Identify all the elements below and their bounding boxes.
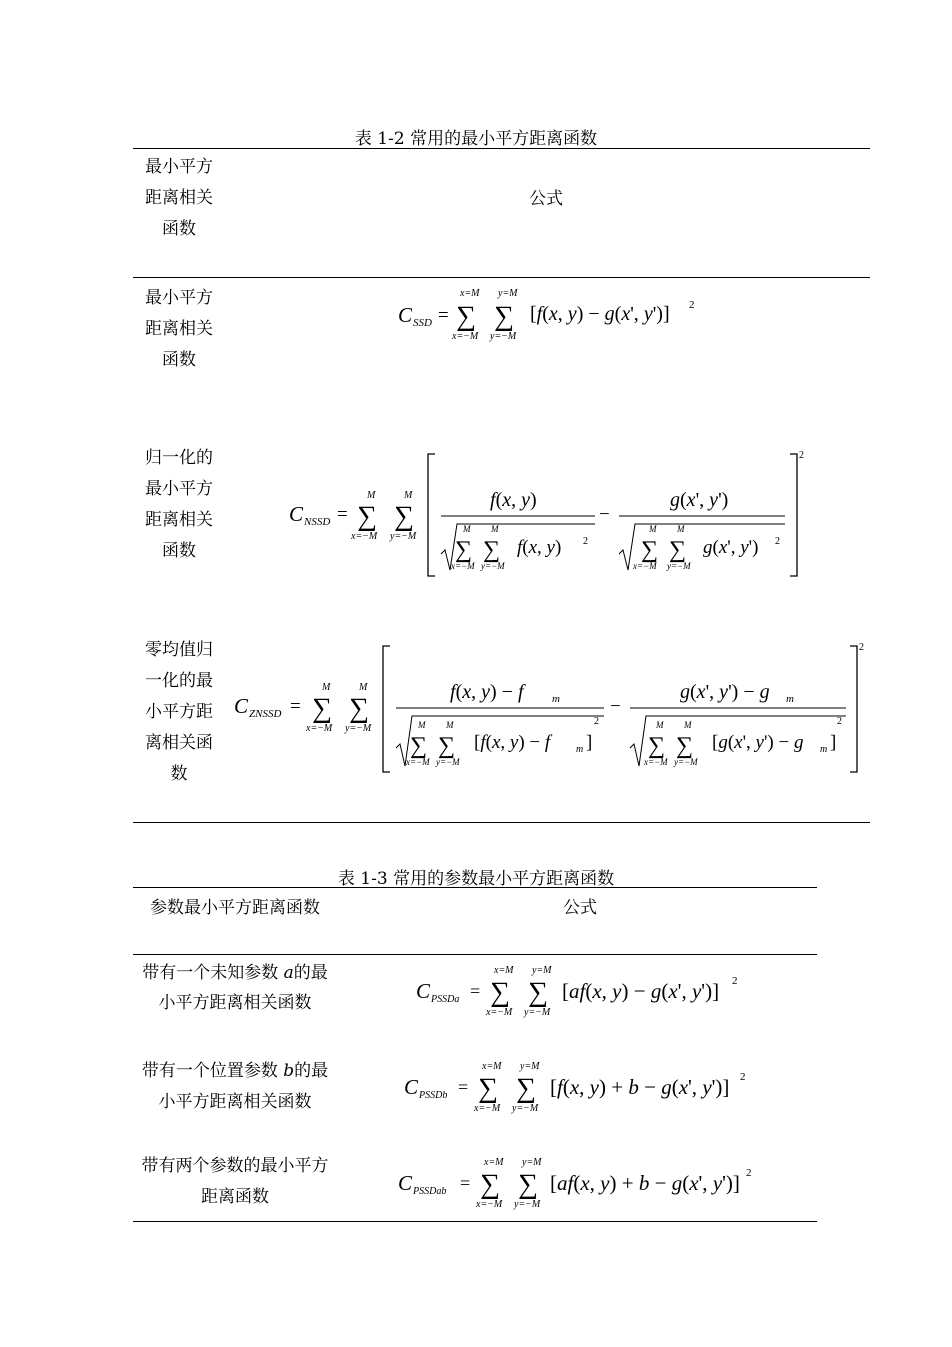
svg-text:M: M (491, 524, 499, 534)
svg-text:M: M (649, 524, 657, 534)
svg-text:x=M: x=M (460, 288, 480, 299)
svg-text:∑: ∑ (648, 733, 666, 759)
svg-text:x=M: x=M (484, 1157, 504, 1168)
svg-text:∑: ∑ (456, 301, 476, 332)
table-1-2-header-col2: 公式 (529, 189, 563, 209)
svg-text:x=−M: x=−M (351, 531, 378, 542)
table-1-3-row-pssdb-label (140, 1056, 330, 1118)
svg-text:∑: ∑ (349, 693, 369, 724)
svg-text:[f(x, y) − g(x', y')]: [f(x, y) − g(x', y')] (530, 303, 670, 325)
svg-text:m: m (786, 693, 794, 705)
table-1-3-header-col2: 公式 (563, 898, 597, 918)
row-pssdb-var: b (283, 1061, 295, 1081)
svg-text:x=−M: x=−M (486, 1007, 513, 1018)
svg-text:M: M (404, 490, 413, 501)
table-1-2-top-rule (133, 148, 870, 149)
svg-text:∑: ∑ (518, 1169, 538, 1200)
svg-text:y=M: y=M (520, 1061, 540, 1072)
table-1-3-caption: 表 1-3 常用的参数最小平方距离函数 (337, 869, 615, 889)
table-1-3-row-pssda-label (140, 958, 330, 1018)
svg-text:∑: ∑ (438, 733, 456, 759)
svg-text:2: 2 (775, 536, 780, 547)
svg-text:m: m (820, 744, 828, 755)
formula-ssd (390, 284, 710, 348)
svg-text:m: m (576, 744, 584, 755)
table-1-2-header-col1: 最小平方距离相关函数 (145, 157, 213, 239)
svg-text:x=−M: x=−M (452, 331, 479, 342)
svg-text:∑: ∑ (478, 1073, 498, 1104)
svg-text:g(x', y'): g(x', y') (703, 537, 759, 558)
formula-pssda (410, 962, 750, 1026)
svg-text:x=−M: x=−M (451, 561, 475, 571)
svg-text:[f(x, y) − f: [f(x, y) − f (474, 732, 551, 753)
row-pssda-rest: 的最小平方距离相关函数 (158, 963, 328, 1013)
svg-text:x=M: x=M (482, 1061, 502, 1072)
table-1-2-bottom-rule (133, 822, 870, 823)
table-1-2-row-nssd-label: 归一化的最小平方距离相关函数 (145, 448, 213, 561)
svg-text:]: ] (830, 732, 837, 753)
svg-text:y=−M: y=−M (514, 1199, 541, 1210)
svg-text:[f(x, y) + b − g(x', y')]: [f(x, y) + b − g(x', y')] (550, 1075, 730, 1099)
svg-text:x=−M: x=−M (476, 1199, 503, 1210)
svg-text:y=−M: y=−M (512, 1103, 539, 1114)
svg-text:M: M (463, 524, 471, 534)
svg-text:∑: ∑ (494, 301, 514, 332)
svg-text:x=−M: x=−M (644, 757, 668, 767)
svg-text:y=−M: y=−M (524, 1007, 551, 1018)
svg-text:2: 2 (837, 716, 842, 727)
formula-pssdab (392, 1154, 772, 1218)
svg-text:x=−M: x=−M (474, 1103, 501, 1114)
svg-text:M: M (322, 682, 331, 693)
svg-text:g(x', y') − g: g(x', y') − g (680, 681, 770, 703)
svg-text:[g(x', y') − g: [g(x', y') − g (712, 732, 804, 753)
svg-text:=: = (290, 696, 301, 717)
svg-text:ZNSSD: ZNSSD (249, 708, 282, 720)
svg-text:y=−M: y=−M (345, 723, 372, 734)
svg-text:∑: ∑ (410, 733, 428, 759)
svg-text:2: 2 (740, 1071, 746, 1083)
svg-text:f(x, y): f(x, y) (490, 489, 537, 511)
svg-text:x=−M: x=−M (633, 561, 657, 571)
table-1-3-header-col1: 参数最小平方距离函数 (150, 898, 320, 918)
svg-text:NSSD: NSSD (304, 516, 331, 528)
svg-text:PSSDb: PSSDb (419, 1090, 448, 1101)
svg-text:SSD: SSD (413, 317, 432, 329)
svg-text:2: 2 (859, 642, 864, 653)
svg-text:M: M (677, 524, 685, 534)
svg-text:∑: ∑ (480, 1169, 500, 1200)
svg-text:=: = (458, 1077, 469, 1097)
svg-text:2: 2 (799, 450, 804, 461)
svg-text:PSSDab: PSSDab (413, 1186, 447, 1197)
svg-text:−: − (599, 504, 610, 525)
svg-text:]: ] (586, 732, 593, 753)
svg-text:=: = (460, 1173, 471, 1193)
formula-nssd (285, 446, 815, 586)
row-pssda-var: a (283, 963, 294, 983)
svg-text:∑: ∑ (483, 537, 501, 563)
svg-text:M: M (359, 682, 368, 693)
svg-text:∑: ∑ (312, 693, 332, 724)
svg-text:[af(x, y) − g(x', y')]: [af(x, y) − g(x', y')] (562, 979, 720, 1003)
svg-text:∑: ∑ (490, 977, 510, 1008)
svg-text:M: M (684, 720, 692, 730)
svg-text:y=M: y=M (498, 288, 518, 299)
svg-text:2: 2 (583, 536, 588, 547)
svg-text:f(x, y): f(x, y) (517, 537, 562, 558)
formula-pssdb (398, 1058, 768, 1122)
svg-text:2: 2 (689, 299, 695, 311)
svg-text:y=−M: y=−M (667, 561, 691, 571)
svg-text:x=−M: x=−M (406, 757, 430, 767)
svg-text:C: C (416, 979, 431, 1003)
svg-text:2: 2 (732, 975, 738, 987)
svg-text:M: M (446, 720, 454, 730)
svg-text:C: C (289, 502, 304, 526)
row-pssdb-text: 带有一个位置参数 (141, 1061, 284, 1081)
svg-text:y=−M: y=−M (436, 757, 460, 767)
svg-text:f(x, y) − f: f(x, y) − f (450, 681, 524, 703)
svg-text:∑: ∑ (394, 501, 414, 532)
svg-text:∑: ∑ (528, 977, 548, 1008)
row-pssdb-rest: 的最小平方距离相关函数 (158, 1061, 329, 1112)
table-1-2-header-rule (133, 277, 870, 278)
svg-text:M: M (367, 490, 376, 501)
table-1-2-row-ssd-label: 最小平方距离相关函数 (145, 288, 213, 370)
svg-text:∑: ∑ (676, 733, 694, 759)
svg-text:y=M: y=M (532, 965, 552, 976)
svg-text:C: C (404, 1075, 419, 1099)
svg-text:m: m (552, 693, 560, 705)
svg-text:y=−M: y=−M (390, 531, 417, 542)
svg-text:x=−M: x=−M (306, 723, 333, 734)
svg-text:2: 2 (746, 1167, 752, 1179)
svg-text:y=−M: y=−M (674, 757, 698, 767)
svg-text:M: M (418, 720, 426, 730)
svg-text:∑: ∑ (357, 501, 377, 532)
table-1-3-bottom-rule (133, 1221, 817, 1222)
table-1-2-row-znssd-label: 零均值归一化的最小平方距离相关函数 (145, 640, 213, 784)
svg-text:=: = (438, 305, 449, 326)
svg-text:C: C (234, 694, 249, 718)
svg-text:g(x', y'): g(x', y') (670, 489, 729, 511)
svg-text:∑: ∑ (455, 537, 473, 563)
table-1-3-header-rule (133, 954, 817, 955)
svg-text:−: − (610, 696, 621, 717)
svg-text:PSSDa: PSSDa (431, 994, 460, 1005)
table-1-3-row-pssdab-label (140, 1151, 330, 1213)
svg-text:C: C (398, 1171, 413, 1195)
row-pssda-text: 带有一个未知参数 (142, 963, 284, 983)
row-pssdab-text: 带有两个参数的最小平方距离函数 (141, 1156, 329, 1207)
svg-text:y=−M: y=−M (490, 331, 517, 342)
svg-text:∑: ∑ (516, 1073, 536, 1104)
svg-text:=: = (470, 981, 481, 1001)
svg-text:C: C (398, 303, 413, 327)
svg-text:∑: ∑ (669, 537, 687, 563)
svg-text:y=−M: y=−M (481, 561, 505, 571)
svg-text:[af(x, y) + b − g(x', y')]: [af(x, y) + b − g(x', y')] (550, 1171, 740, 1195)
table-1-2-caption: 表 1-2 常用的最小平方距离函数 (354, 129, 598, 149)
formula-znssd (230, 638, 870, 778)
svg-text:x=M: x=M (494, 965, 514, 976)
svg-text:∑: ∑ (641, 537, 659, 563)
svg-text:M: M (656, 720, 664, 730)
table-1-3-top-rule (133, 887, 817, 888)
svg-text:y=M: y=M (522, 1157, 542, 1168)
svg-text:2: 2 (594, 716, 599, 727)
svg-text:=: = (337, 504, 348, 525)
